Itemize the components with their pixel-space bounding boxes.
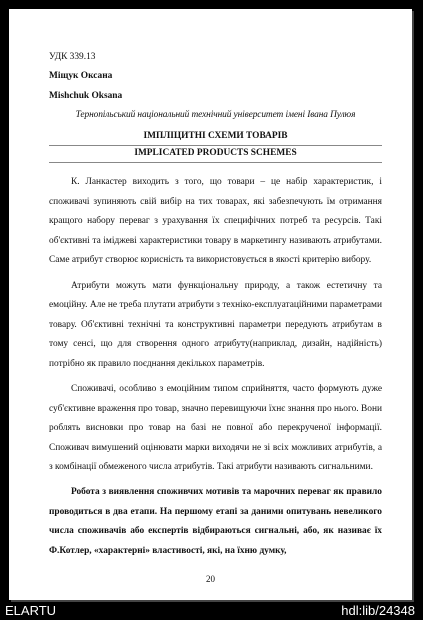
paragraph-1: К. Ланкастер виходить з того, що товари – це набір характеристик, і споживачі зупиняють свій вибір на тих товарах, які забезпечують їм отримання кращого набору переваг з урахування їх специфічних потреб та ресурсів. Такі об'єктивні та іміджеві характеристики товару в маркетингу називають атрибутами. Саме атрибут створює корисність та використовується в якості критерію вибору. [49,177,382,266]
paragraph-3: Споживачі, особливо з емоційним типом сприйняття, часто формують дуже суб'єктивне враження про товар, значно перевищуючи їхнє знання про нього. Вони роблять висновки про товар на базі не повної або перекрученої інформації. Споживач вимушений оцінювати марки виходячи не зі всіх можливих атрибутів, а з комбінації обмеженого числа атрибутів. Такі атрибути називають сигнальними. [49,384,382,472]
udk-code: УДК 339.13 [49,52,96,62]
footer-handle-link[interactable]: hdl:lib/24348 [341,603,415,618]
footer-repository-label: ELARTU [5,603,57,618]
title-en: IMPLICATED PRODUCTS SCHEMES [49,146,382,163]
title-ua: ІМПЛІЦИТНІ СХЕМИ ТОВАРІВ [49,129,382,146]
document-content [49,51,382,567]
paragraph-4: Робота з виявлення споживчих мотивів та марочних переваг як правило проводиться в два етапи. На першому етапі за даними опитувань невеликого числа споживачів або експертів відбираються сигнальні, або, як називає їх Ф.Котлер, «характерні» властивості, які, на їхню думку, [49,487,382,556]
viewer-footer [0,600,423,620]
author-name-ua: Міщук Оксана [49,71,113,82]
author-name-en: Mishchuk Oksana [49,90,123,101]
paragraph-2: Атрибути можуть мати функціональну природу, а також естетичну та емоційну. Але не треба плутати атрибути з техніко-експлуатаційними параметрами товару. Об'єктивні технічні та конструктивні параметри передують атрибутам в тому сенсі, що для створення одного атрибуту(наприклад, дизайн, надійність) потрібно як правило поєднання декількох параметрів. [49,280,382,369]
affiliation: Тернопільський національний технічний університет імені Івана Пулюя [75,110,356,121]
page-number: 20 [206,574,215,584]
document-page [9,9,412,600]
